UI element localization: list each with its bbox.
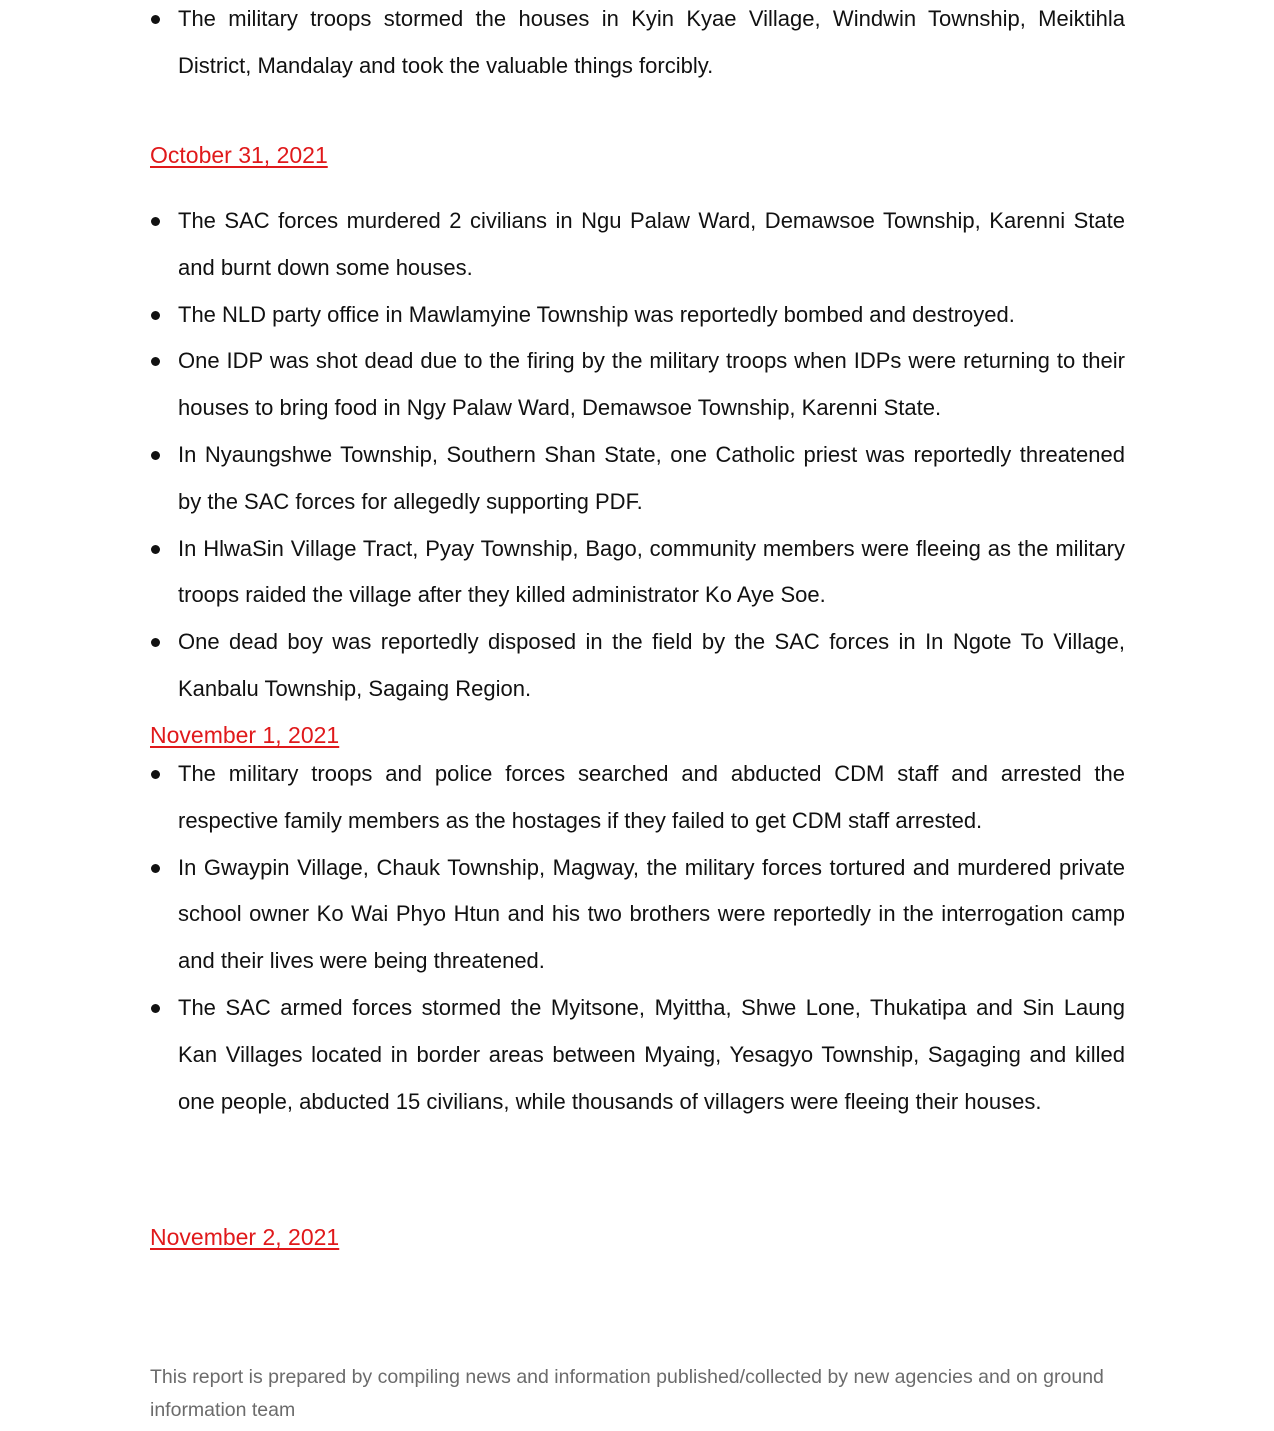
bullet-icon [151,1004,160,1013]
bullet-icon [151,15,160,24]
bullet-icon [151,357,160,366]
bullet-icon [151,311,160,320]
list-item [150,432,1125,526]
bullet-icon [151,770,160,779]
list-item [150,338,1125,432]
list-item-text: In HlwaSin Village Tract, Pyay Township, Bago, community members were fleeing as the military troops raided the village after they killed administrator Ko Aye Soe. [178,535,1125,608]
list-item-text: One IDP was shot dead due to the firing by the military troops when IDPs were returning to their houses to bring food in Ngy Palaw Ward, Demawsoe Township, Karenni State. [178,348,1125,421]
section-continued [150,0,1125,90]
footer-note: This report is prepared by compiling news and information published/collected by new agencies and on ground information team [150,1366,1104,1421]
bullet-icon [151,638,160,647]
bullet-list [150,751,1125,1125]
list-item [150,985,1125,1125]
section-nov-1 [150,751,1125,1125]
date-heading-nov-2: November 2, 2021 [150,1224,340,1250]
bullet-icon [151,451,160,460]
list-item-text: The military troops stormed the houses in Kyin Kyae Village, Windwin Township, Meiktihla District, Mandalay and took the valuable things forcibly. [178,6,1125,78]
bullet-icon [151,864,160,873]
section-oct-31 [150,198,1125,713]
bullet-list [150,198,1125,713]
list-item-text: The SAC forces murdered 2 civilians in Ngu Palaw Ward, Demawsoe Township, Karenni State and burnt down some houses. [178,208,1125,280]
list-item [150,292,1125,339]
list-item [150,526,1125,620]
list-item [150,0,1125,90]
list-item [150,845,1125,985]
list-item-text: The military troops and police forces searched and abducted CDM staff and arrested the respective family members as the hostages if they failed to get CDM staff arrested. [178,761,1125,833]
list-item [150,198,1125,292]
date-heading-nov-1: November 1, 2021 [150,722,340,748]
list-item [150,619,1125,713]
list-item-text: In Nyaungshwe Township, Southern Shan State, one Catholic priest was reportedly threatened by the SAC forces for allegedly supporting PDF. [178,441,1125,514]
bullet-icon [151,545,160,554]
list-item [150,751,1125,845]
list-item-text: The NLD party office in Mawlamyine Township was reportedly bombed and destroyed. [178,301,1015,327]
list-item-text: One dead boy was reportedly disposed in the field by the SAC forces in In Ngote To Village, Kanbalu Township, Sagaing Region. [178,629,1125,701]
date-heading-oct-31: October 31, 2021 [150,142,328,168]
list-item-text: The SAC armed forces stormed the Myitsone, Myittha, Shwe Lone, Thukatipa and Sin Laung Kan Villages located in border areas between Myaing, Yesagyo Township, Sagaging and killed one people, abducted 15 civilians, while thousands of villagers were fleeing their houses. [178,994,1125,1114]
bullet-list [150,0,1125,90]
list-item-text: In Gwaypin Village, Chauk Township, Magway, the military forces tortured and murdered private school owner Ko Wai Phyo Htun and his two brothers were reportedly in the interrogation camp and their lives were being threatened. [178,854,1125,974]
bullet-icon [151,217,160,226]
